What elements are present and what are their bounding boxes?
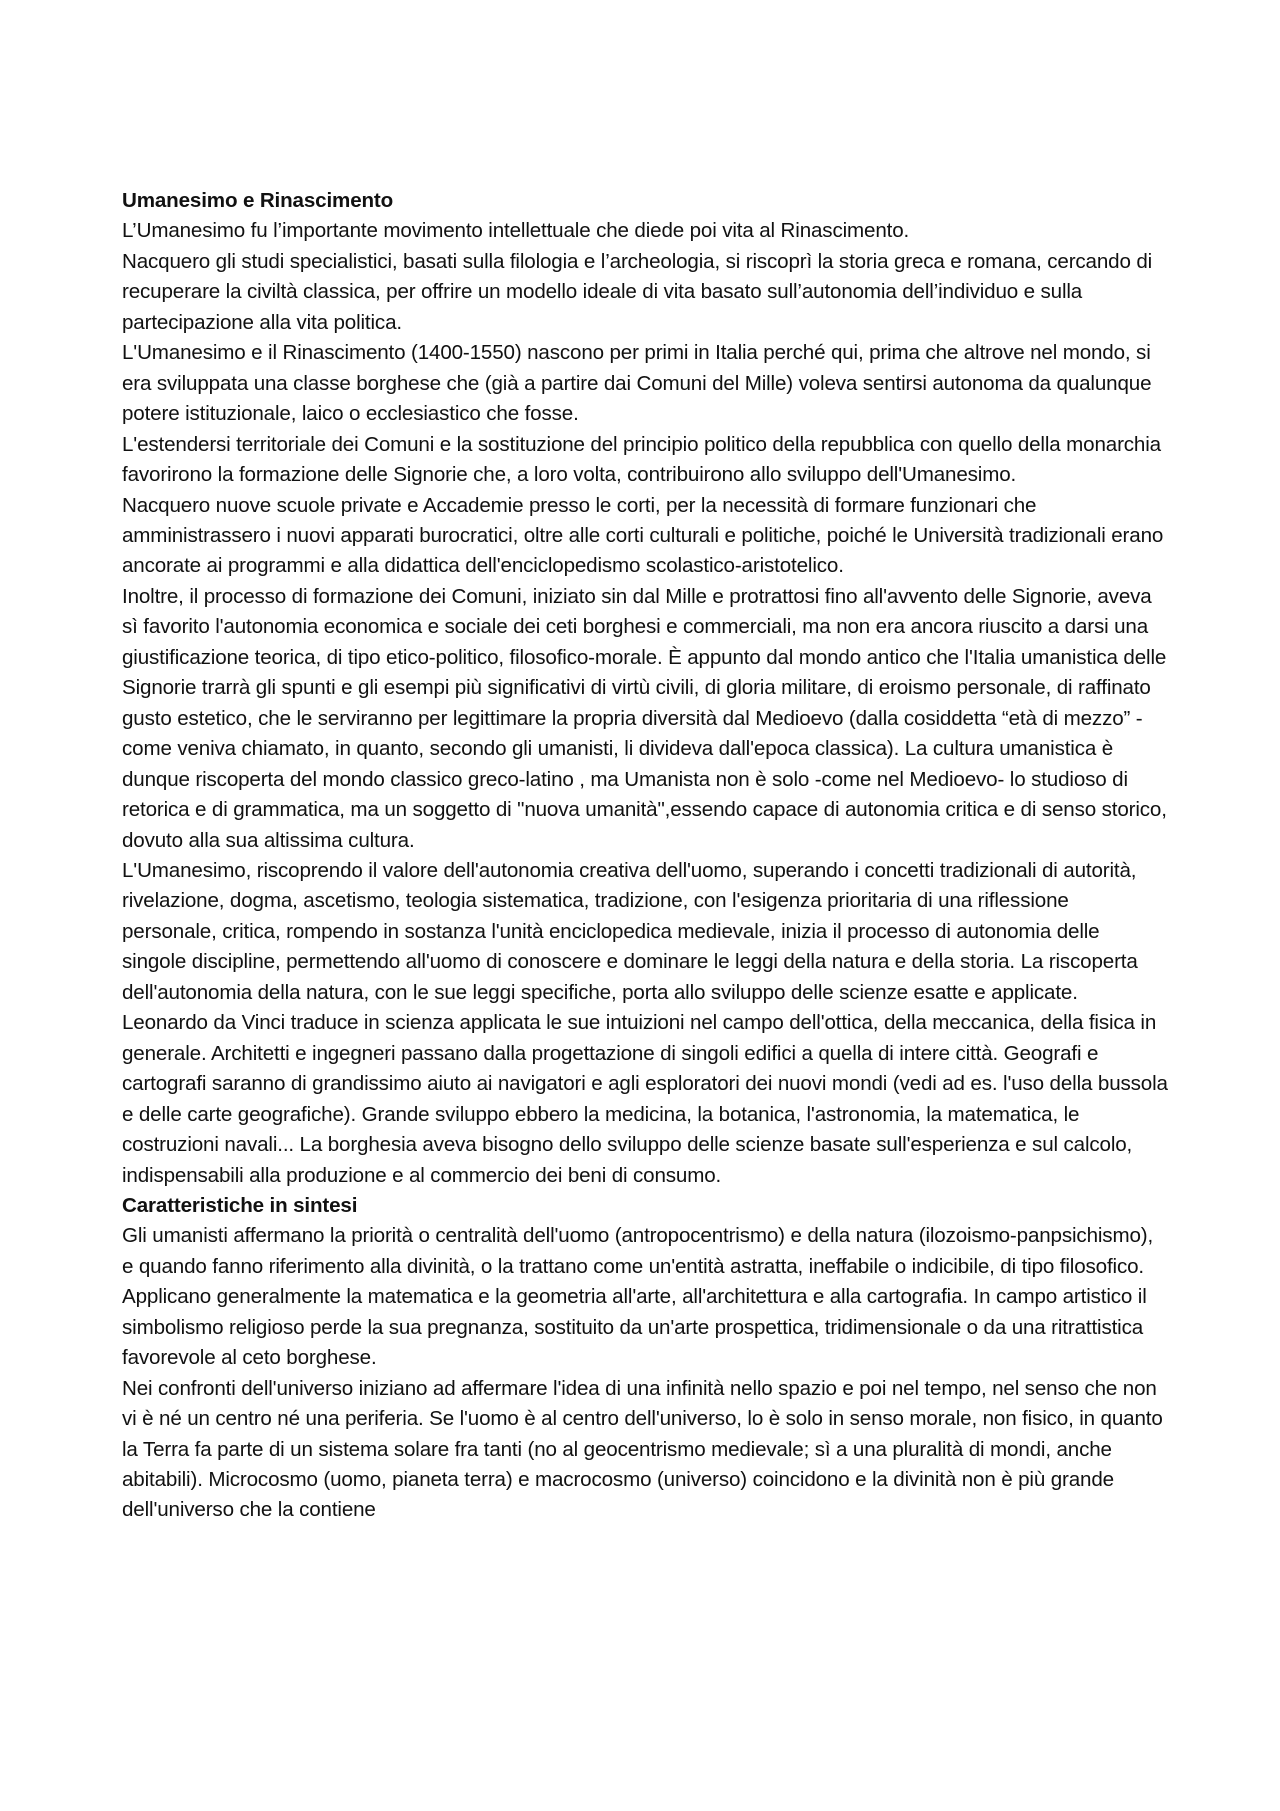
document-title: Umanesimo e Rinascimento xyxy=(122,189,394,212)
paragraph-arte: Applicano generalmente la matematica e la geometria all'arte, all'architettura e alla cartografia. In campo artistico il simbolismo religioso perde la sua pregnanza, sostituito da un'arte prospettica, tridimensionale o da una ritrattistica favorevole al ceto borghese. xyxy=(122,1285,1147,1370)
paragraph-signorie: Inoltre, il processo di formazione dei Comuni, iniziato sin dal Mille e protrattosi fino all'avvento delle Signorie, aveva sì favorito l'autonomia economica e sociale dei ceti borghesi e commerciali, ma non era ancora riuscito a darsi una giustificazione teorica, di tipo etico-politico, filosofico-morale. È appunto dal mondo antico che l'Italia umanistica delle Signorie trarrà gli spunti e gli esempi più significativi di virtù civili, di gloria militare, di eroismo personale, di raffinato gusto estetico, che le serviranno per legittimare la propria diversità dal Medioevo (dalla cosiddetta “età di mezzo” - come veniva chiamato, in quanto, secondo gli umanisti, li divideva dall'epoca classica). La cultura umanistica è dunque riscoperta del mondo classico greco-latino , ma Umanista non è solo -come nel Medioevo- lo studioso di retorica e di grammatica, ma un soggetto di "nuova umanità",essendo capace di autonomia critica e di senso storico, dovuto alla sua altissima cultura. xyxy=(122,584,1167,852)
paragraph-comuni: L'estendersi territoriale dei Comuni e la sostituzione del principio politico della repubblica con quello della monarchia favorirono la formazione delle Signorie che, a loro volta, contribuirono allo sviluppo dell'Umanesimo. xyxy=(122,432,1161,487)
section-title-sintesi: Caratteristiche in sintesi xyxy=(122,1193,358,1217)
document-body xyxy=(122,186,1168,1526)
paragraph-scuole: Nacquero nuove scuole private e Accademie presso le corti, per la necessità di formare funzionari che amministrassero i nuovi apparati burocratici, oltre alle corti culturali e politiche, poiché le Università tradizionali erano ancorate ai programmi e alla didattica dell'enciclopedismo scolastico-aristotelico. xyxy=(122,493,1164,578)
paragraph-intro: L’Umanesimo fu l’importante movimento intellettuale che diede poi vita al Rinascimento. xyxy=(122,219,910,243)
paragraph-autonomia: L'Umanesimo, riscoprendo il valore dell'autonomia creativa dell'uomo, superando i concetti tradizionali di autorità, rivelazione, dogma, ascetismo, teologia sistematica, tradizione, con l'esigenza prioritaria di una riflessione personale, critica, rompendo in sostanza l'unità enciclopedica medievale, inizia il processo di autonomia delle singole discipline, permettendo all'uomo di conoscere e dominare le leggi della natura e della storia. La riscoperta dell'autonomia della natura, con le sue leggi specifiche, porta allo sviluppo delle scienze esatte e applicate. Leonardo da Vinci traduce in scienza applicata le sue intuizioni nel campo dell'ottica, della meccanica, della fisica in generale. Architetti e ingegneri passano dalla progettazione di singoli edifici a quella di intere città. Geografi e cartografi saranno di grandissimo aiuto ai navigatori e agli esploratori dei nuovi mondi (vedi ad es. l'uso della bussola e delle carte geografiche). Grande sviluppo ebbero la medicina, la botanica, l'astronomia, la matematica, le costruzioni navali... La borghesia aveva bisogno dello sviluppo delle scienze basate sull'esperienza e sul calcolo, indispensabili alla produzione e al commercio dei beni di consumo. xyxy=(122,858,1168,1187)
paragraph-centralita: Gli umanisti affermano la priorità o centralità dell'uomo (antropocentrismo) e della natura (ilozoismo-panpsichismo), e quando fanno riferimento alla divinità, o la trattano come un'entità astratta, ineffabile o indicibile, di tipo filosofico. xyxy=(122,1224,1154,1278)
paragraph-universo: Nei confronti dell'universo iniziano ad affermare l'idea di una infinità nello spazio e poi nel tempo, nel senso che non vi è né un centro né una periferia. Se l'uomo è al centro dell'universo, lo è solo in senso morale, non fisico, in quanto la Terra fa parte di un sistema solare fra tanti (no al geocentrismo medievale; sì a una pluralità di mondi, anche abitabili). Microcosmo (uomo, pianeta terra) e macrocosmo (universo) coincidono e la divinità non è più grande dell'universo che la contiene xyxy=(122,1376,1163,1522)
paragraph-studi: Nacquero gli studi specialistici, basati sulla filologia e l’archeologia, si riscoprì la storia greca e romana, cercando di recuperare la civiltà classica, per offrire un modello ideale di vita basato sull’autonomia dell’individuo e sulla partecipazione alla vita politica. xyxy=(122,249,1153,334)
paragraph-italia: L'Umanesimo e il Rinascimento (1400-1550) nascono per primi in Italia perché qui, prima che altrove nel mondo, si era sviluppata una classe borghese che (già a partire dai Comuni del Mille) voleva sentirsi autonoma da qualunque potere istituzionale, laico o ecclesiastico che fosse. xyxy=(122,341,1152,426)
